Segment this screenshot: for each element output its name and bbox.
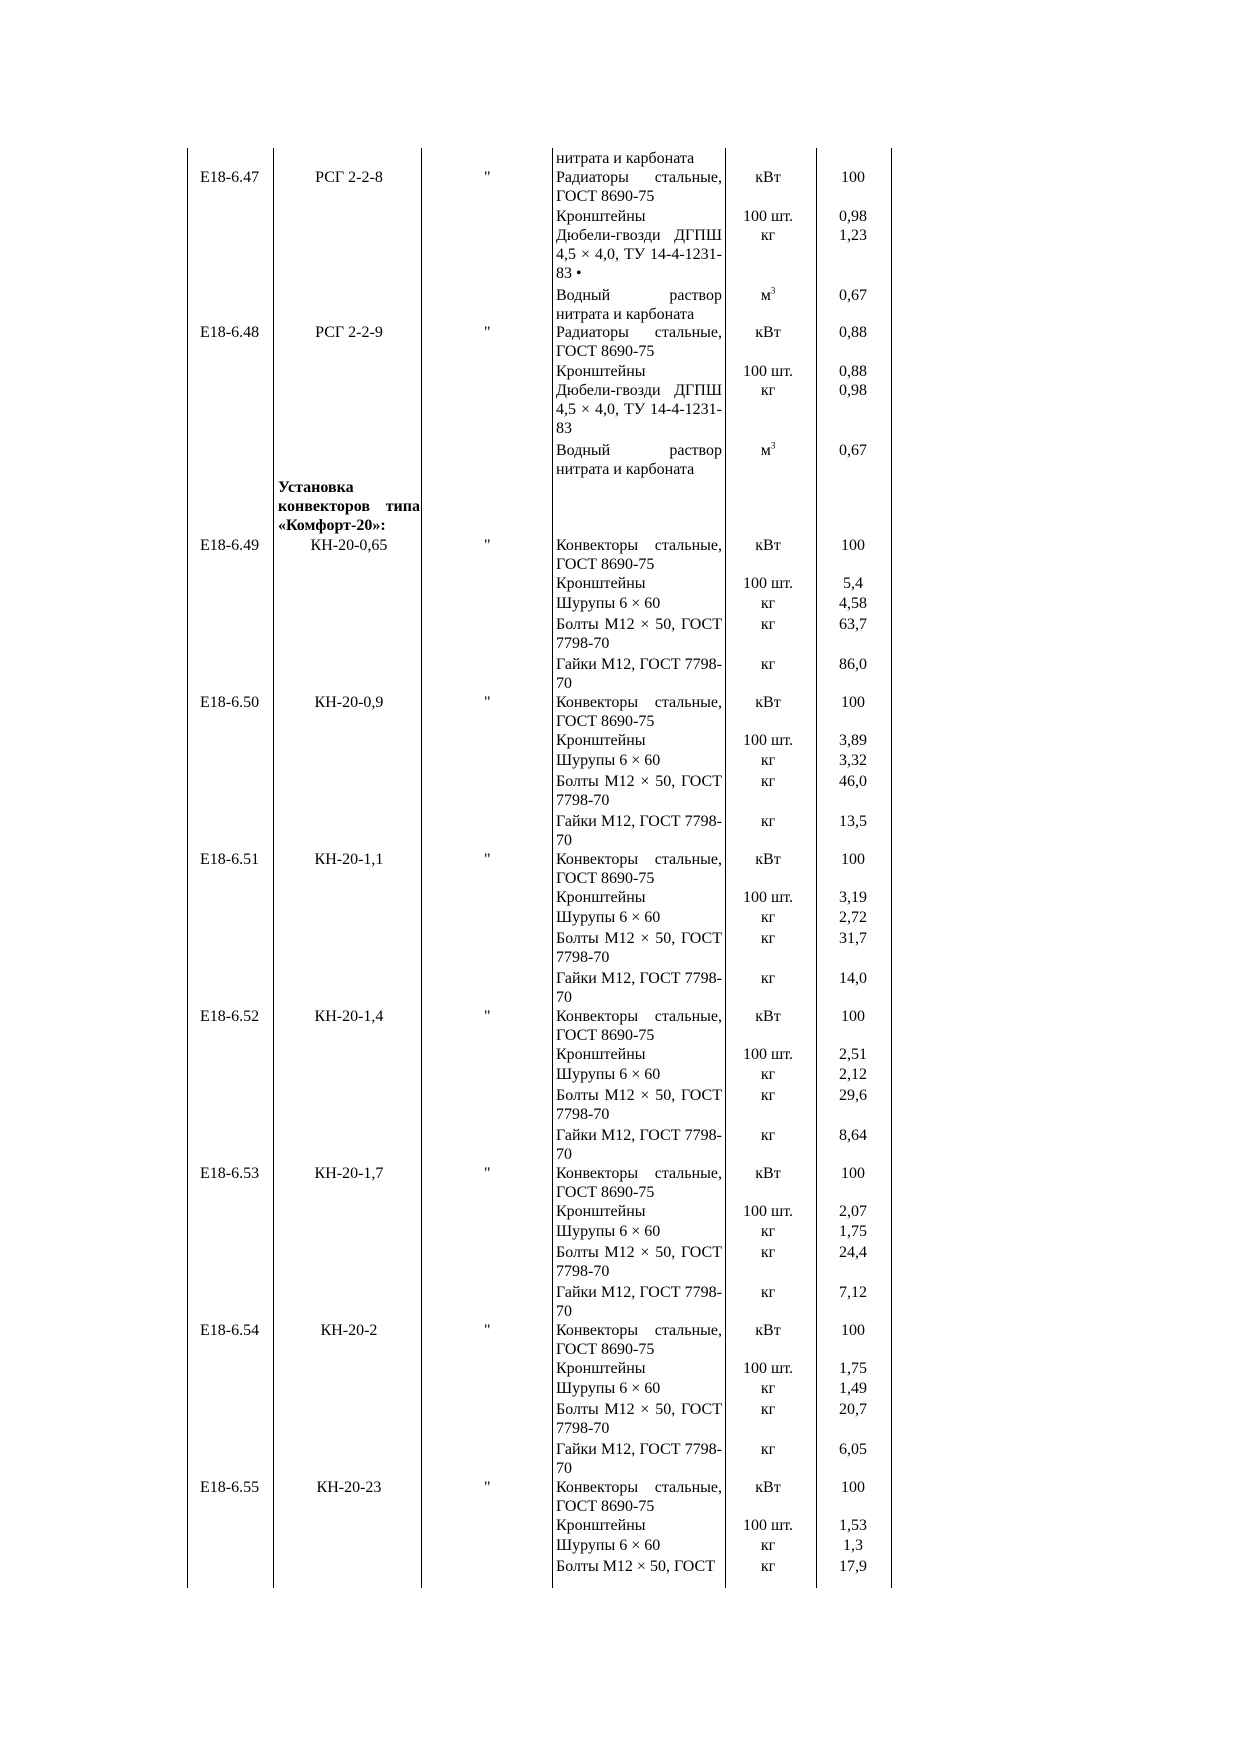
quantity-value: 100 [841,851,865,868]
column-divider-ditto [552,148,553,1588]
row-code: Е18-6.54 [200,1322,260,1339]
row-code: Е18-6.48 [200,324,260,341]
quantity-value: 1,75 [839,1360,867,1377]
material-name: Болты М12 × 50, ГОСТ [556,1558,715,1575]
section-heading: Установка конвекторов типа «Комфорт-20»: [278,479,420,534]
quantity-value: 100 [841,1479,865,1496]
unit-of-measure: 100 шт. [742,363,794,380]
column-divider-name [421,148,422,1588]
quantity-value: 8,64 [839,1127,867,1144]
material-name: Шурупы 6 × 60 [556,1066,661,1083]
quantity-value: 2,51 [839,1046,867,1063]
quantity-value: 100 [841,694,865,711]
material-name: Конвекторы стальные, ГОСТ 8690-75 [556,1322,722,1358]
unit-of-measure: кг [760,813,776,830]
quantity-value: 2,07 [839,1203,867,1220]
table-border-right [891,148,892,1588]
material-name: Конвекторы стальные, ГОСТ 8690-75 [556,851,722,887]
material-name: Болты М12 × 50, ГОСТ 7798-70 [556,773,722,809]
material-name: Болты М12 × 50, ГОСТ 7798-70 [556,1401,722,1437]
quantity-value: 0,98 [839,208,867,225]
quantity-value: 3,32 [839,752,867,769]
quantity-value: 5,4 [843,575,863,592]
unit-of-measure: кг [760,909,776,926]
quantity-value: 29,6 [839,1087,867,1104]
ditto-mark: " [484,537,491,554]
unit-of-measure: кг [760,752,776,769]
material-name: Шурупы 6 × 60 [556,595,661,612]
quantity-value: 31,7 [839,930,867,947]
quantity-value: 1,53 [839,1517,867,1534]
row-name: РСГ 2-2-8 [315,169,383,186]
material-name: Кронштейны [556,575,646,592]
unit-of-measure: $м^3$ [760,440,776,459]
ditto-mark: " [484,1165,491,1182]
unit-of-measure: 100 шт. [742,575,794,592]
quantity-value: 7,12 [839,1284,867,1301]
quantity-value: 0,88 [839,324,867,341]
material-name: Шурупы 6 × 60 [556,1223,661,1240]
row-code: Е18-6.55 [200,1479,260,1496]
material-name: Кронштейны [556,732,646,749]
quantity-value: 2,12 [839,1066,867,1083]
ditto-mark: " [484,169,491,186]
quantity-value: 100 [841,1008,865,1025]
material-name: Конвекторы стальные, ГОСТ 8690-75 [556,1165,722,1201]
unit-of-measure: кг [760,1066,776,1083]
quantity-value: 3,19 [839,889,867,906]
quantity-value: 13,5 [839,813,867,830]
material-name: Болты М12 × 50, ГОСТ 7798-70 [556,1244,722,1280]
quantity-value: 1,75 [839,1223,867,1240]
material-name: Гайки М12, ГОСТ 7798-70 [556,1441,722,1477]
table-border-left [187,148,188,1588]
unit-of-measure: 100 шт. [742,889,794,906]
quantity-value: 0,67 [839,442,867,459]
unit-of-measure: кг [760,616,776,633]
material-name: Дюбели-гвозди ДГПШ 4,5 × 4,0, ТУ 14-4-1231-83 [556,382,722,437]
row-code: Е18-6.51 [200,851,260,868]
row-code: Е18-6.52 [200,1008,260,1025]
quantity-value: 100 [841,169,865,186]
quantity-value: 0,88 [839,363,867,380]
ditto-mark: " [484,694,491,711]
quantity-value: 100 [841,537,865,554]
unit-of-measure: кВт [755,1322,781,1339]
unit-of-measure: кг [760,970,776,987]
column-divider-code [273,148,274,1588]
row-name: КН-20-1,1 [314,851,384,868]
unit-of-measure: кВт [755,1165,781,1182]
row-code: Е18-6.49 [200,537,260,554]
material-name: Водный раствор нитрата и карбоната [556,287,722,323]
material-name: Гайки М12, ГОСТ 7798-70 [556,1284,722,1320]
quantity-value: 0,98 [839,382,867,399]
material-name: Кронштейны [556,363,646,380]
unit-of-measure: кВт [755,694,781,711]
material-name: Кронштейны [556,208,646,225]
unit-of-measure: 100 шт. [742,208,794,225]
material-name: Гайки М12, ГОСТ 7798-70 [556,813,722,849]
ditto-mark: " [484,1008,491,1025]
unit-of-measure: кг [760,1087,776,1104]
unit-of-measure: кВт [755,851,781,868]
material-name: Радиаторы стальные, ГОСТ 8690-75 [556,169,722,205]
column-divider-unit [816,148,817,1588]
quantity-value: 100 [841,1322,865,1339]
unit-of-measure: кг [760,1401,776,1418]
material-name: Шурупы 6 × 60 [556,752,661,769]
quantity-value: 2,72 [839,909,867,926]
ditto-mark: " [484,1479,491,1496]
material-name: Гайки М12, ГОСТ 7798-70 [556,1127,722,1163]
unit-of-measure: 100 шт. [742,1360,794,1377]
unit-of-measure: кВт [755,1008,781,1025]
unit-of-measure: кВт [755,1479,781,1496]
material-name: Кронштейны [556,889,646,906]
row-name: КН-20-1,7 [314,1165,384,1182]
unit-of-measure: кг [760,1223,776,1240]
quantity-value: 100 [841,1165,865,1182]
material-name: Водный раствор нитрата и карбоната [556,442,722,478]
column-divider-material [725,148,726,1588]
quantity-value: 63,7 [839,616,867,633]
material-name: Шурупы 6 × 60 [556,1380,661,1397]
quantity-value: 0,67 [839,287,867,304]
unit-of-measure: кВт [755,324,781,341]
ditto-mark: " [484,324,491,341]
unit-of-measure: кг [760,1127,776,1144]
quantity-value: 17,9 [839,1558,867,1575]
unit-of-measure: кг [760,595,776,612]
unit-of-measure: 100 шт. [742,1046,794,1063]
quantity-value: 14,0 [839,970,867,987]
unit-of-measure: 100 шт. [742,1203,794,1220]
unit-of-measure: кг [760,1244,776,1261]
unit-of-measure: кг [760,1558,776,1575]
material-name: Конвекторы стальные, ГОСТ 8690-75 [556,694,722,730]
quantity-value: 20,7 [839,1401,867,1418]
material-name: Радиаторы стальные, ГОСТ 8690-75 [556,324,722,360]
material-name: Болты М12 × 50, ГОСТ 7798-70 [556,616,722,652]
unit-of-measure: кг [760,382,776,399]
unit-of-measure: 100 шт. [742,732,794,749]
unit-of-measure: $м^3$ [760,285,776,304]
quantity-value: 6,05 [839,1441,867,1458]
quantity-value: 4,58 [839,595,867,612]
material-name: Кронштейны [556,1046,646,1063]
unit-of-measure: кг [760,1537,776,1554]
quantity-value: 1,49 [839,1380,867,1397]
material-name: Конвекторы стальные, ГОСТ 8690-75 [556,1008,722,1044]
row-name: КН-20-0,9 [314,694,384,711]
material-name: Шурупы 6 × 60 [556,909,661,926]
unit-of-measure: кг [760,1284,776,1301]
quantity-value: 1,3 [843,1537,863,1554]
unit-of-measure: кг [760,930,776,947]
row-code: Е18-6.50 [200,694,260,711]
material-name: Шурупы 6 × 60 [556,1537,661,1554]
unit-of-measure: кг [760,1380,776,1397]
material-name: Кронштейны [556,1517,646,1534]
row-name: КН-20-0,65 [310,537,388,554]
material-name: нитрата и карбоната [556,150,695,167]
quantity-value: 1,23 [839,227,867,244]
quantity-value: 24,4 [839,1244,867,1261]
unit-of-measure: кг [760,656,776,673]
material-name: Болты М12 × 50, ГОСТ 7798-70 [556,1087,722,1123]
row-name: КН-20-23 [316,1479,382,1496]
material-name: Гайки М12, ГОСТ 7798-70 [556,656,722,692]
ditto-mark: " [484,1322,491,1339]
unit-superscript: 3 [770,440,776,451]
quantity-value: 86,0 [839,656,867,673]
unit-of-measure: кВт [755,169,781,186]
row-name: РСГ 2-2-9 [315,324,383,341]
row-name: КН-20-2 [320,1322,378,1339]
material-name: Кронштейны [556,1203,646,1220]
material-name: Гайки М12, ГОСТ 7798-70 [556,970,722,1006]
row-code: Е18-6.47 [200,169,260,186]
row-name: КН-20-1,4 [314,1008,384,1025]
material-name: Кронштейны [556,1360,646,1377]
unit-of-measure: кг [760,227,776,244]
quantity-value: 3,89 [839,732,867,749]
material-name: Конвекторы стальные, ГОСТ 8690-75 [556,1479,722,1515]
material-name: Болты М12 × 50, ГОСТ 7798-70 [556,930,722,966]
unit-of-measure: кг [760,1441,776,1458]
unit-of-measure: кг [760,773,776,790]
unit-superscript: 3 [770,285,776,296]
material-name: Конвекторы стальные, ГОСТ 8690-75 [556,537,722,573]
unit-of-measure: 100 шт. [742,1517,794,1534]
quantity-value: 46,0 [839,773,867,790]
material-name: Дюбели-гвозди ДГПШ 4,5 × 4,0, ТУ 14-4-1231-83 • [556,227,722,282]
unit-of-measure: кВт [755,537,781,554]
ditto-mark: " [484,851,491,868]
row-code: Е18-6.53 [200,1165,260,1182]
